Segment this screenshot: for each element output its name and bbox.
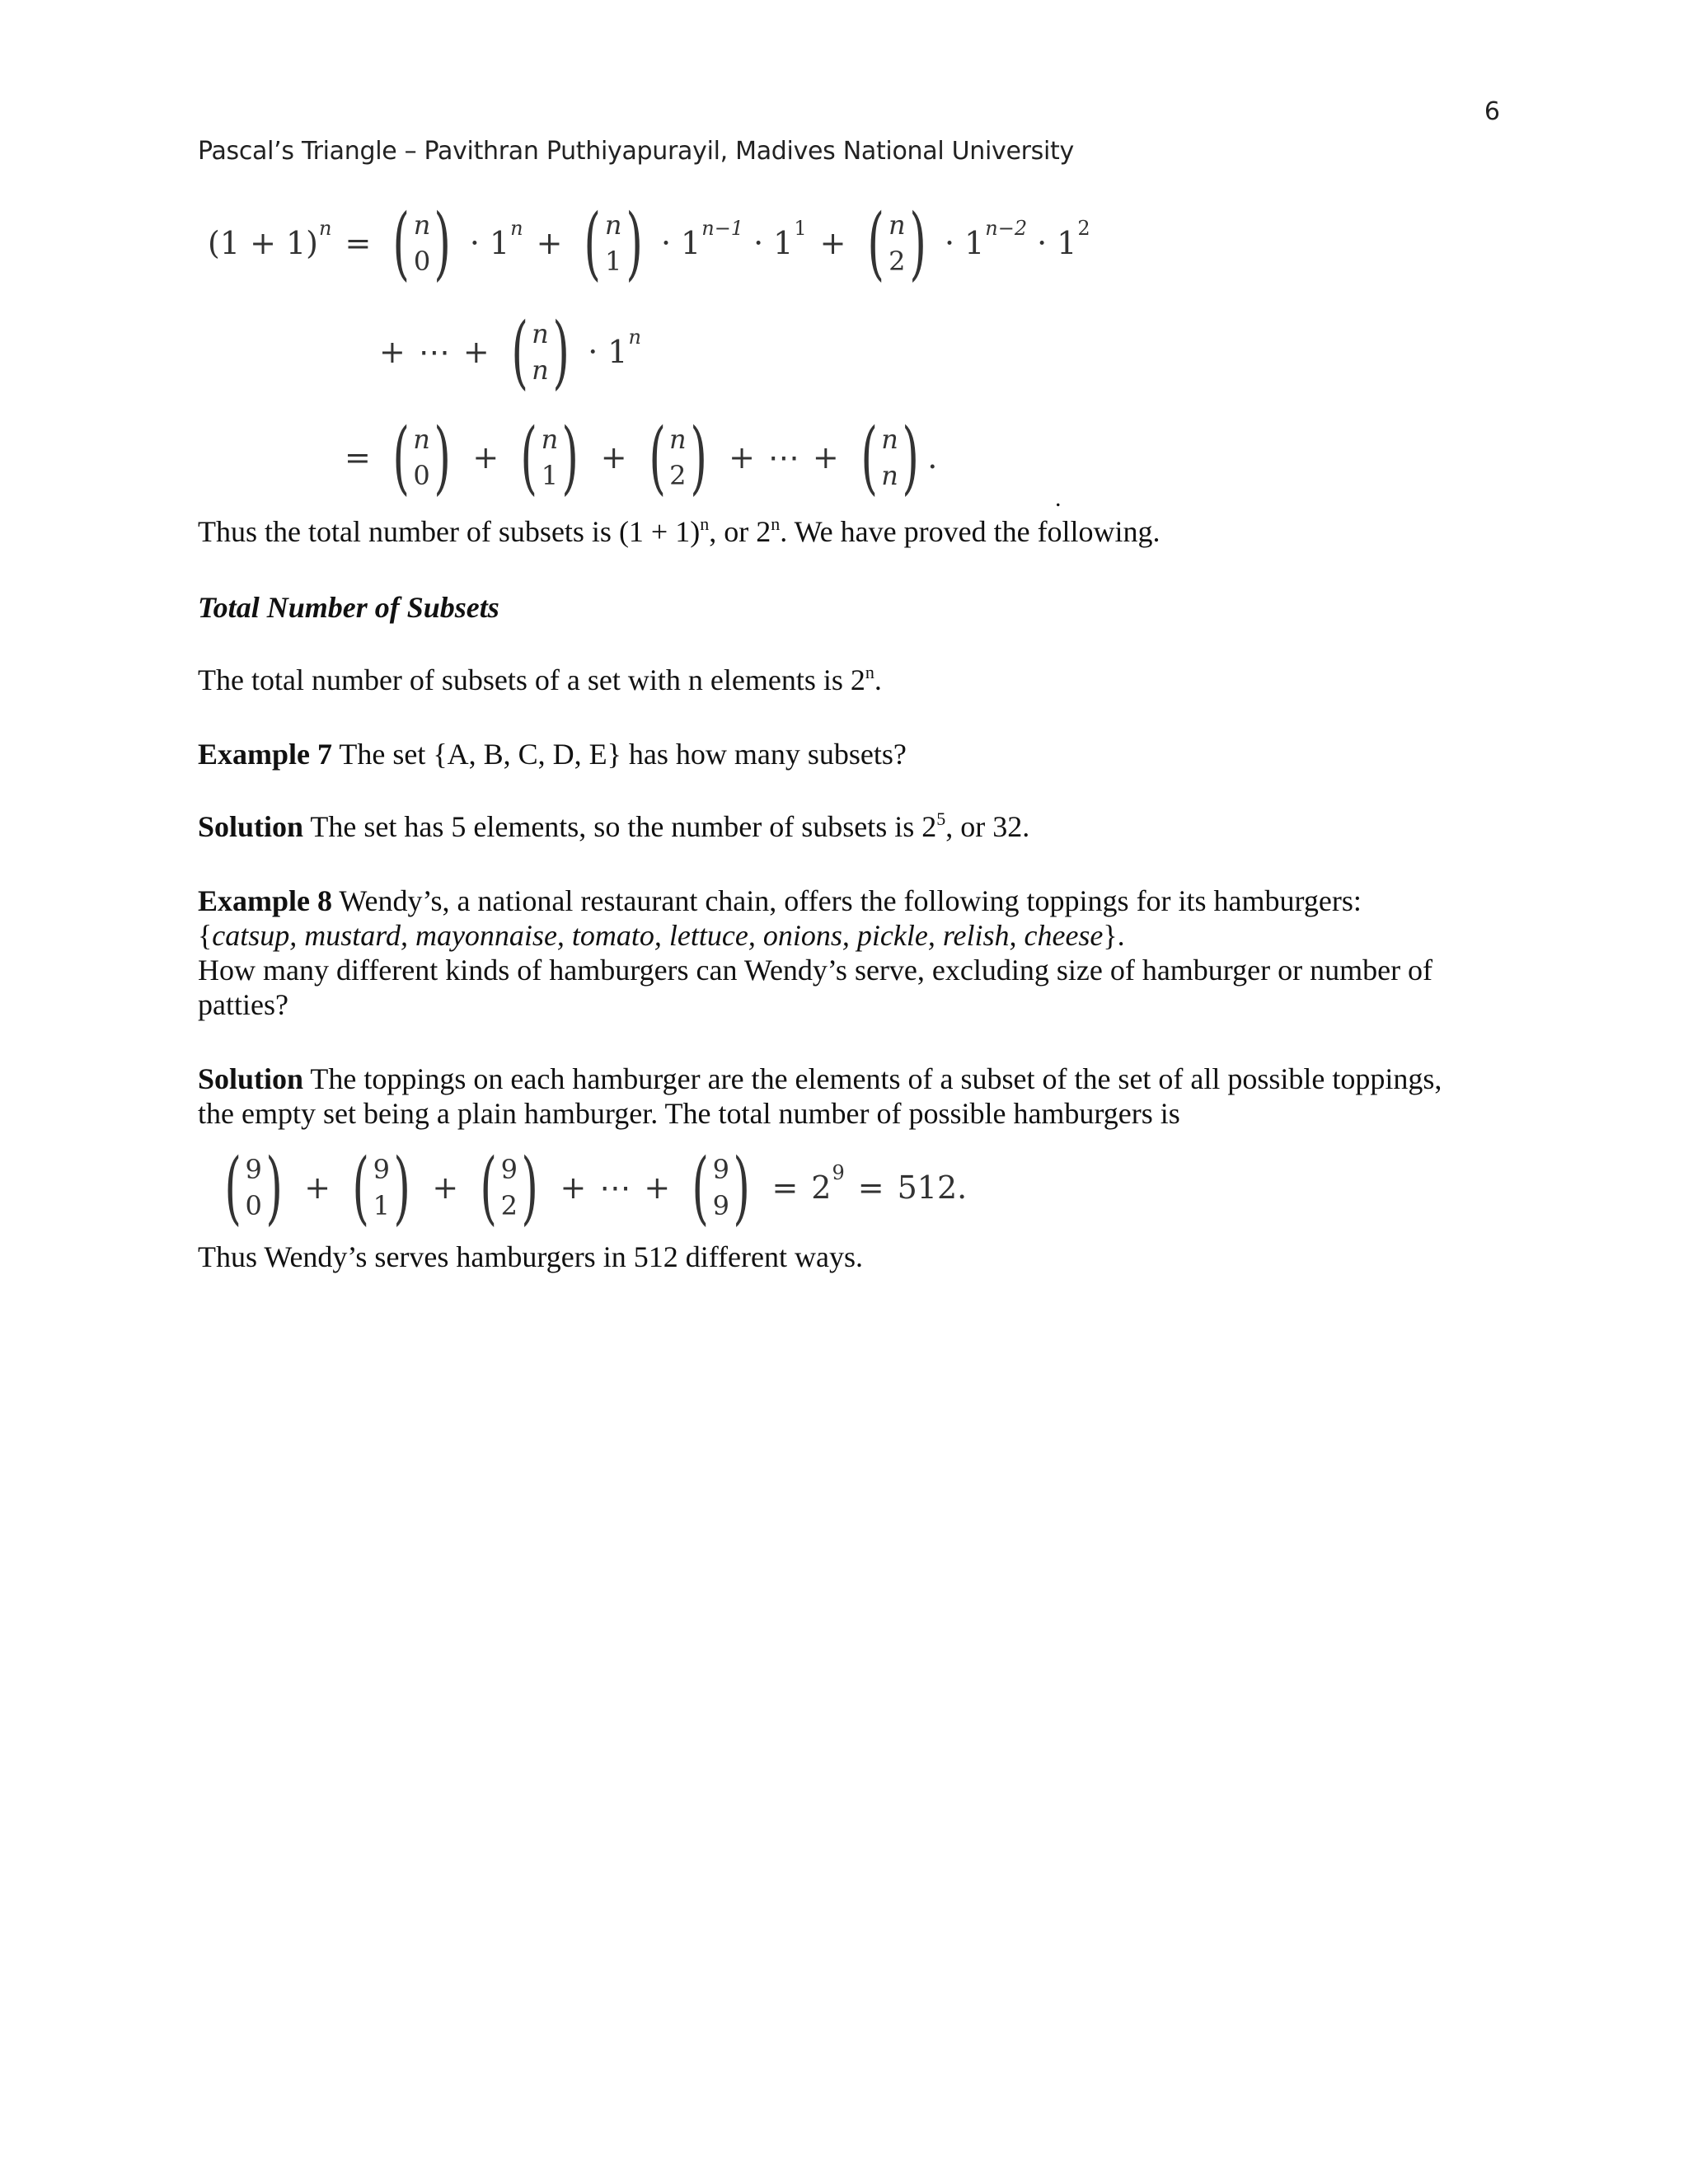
eq-plus: + — [600, 439, 627, 476]
binomial-n-1: ( n 1 ) — [520, 411, 579, 504]
binomial-n-0: ( n 0 ) — [392, 197, 452, 289]
eq2-plus: + — [560, 1169, 587, 1206]
binomial-9-0: ( 9 0 ) — [224, 1141, 283, 1234]
eq-dot: · — [469, 225, 480, 261]
eq2-equals: = — [771, 1169, 799, 1206]
binomial-n-0: ( n 0 ) — [392, 411, 451, 504]
equation-line-3 — [345, 412, 937, 503]
example-8-label: Example 8 — [198, 884, 333, 917]
eq2-equals: = — [857, 1169, 884, 1206]
example-8-line-3: How many different kinds of hamburgers can Wendy’s serve, excluding size of hamburger or number of — [198, 954, 1433, 987]
page-number: 6 — [1484, 97, 1500, 126]
binomial-9-2: ( 9 2 ) — [480, 1141, 539, 1234]
running-header: Pascal’s Triangle – Pavithran Puthiyapurayil, Madives National University — [198, 137, 1074, 166]
eq-equals: = — [345, 439, 371, 476]
eq-exponent: 2 — [1077, 217, 1090, 240]
eq-lhs: (1 + 1) — [208, 225, 319, 261]
solution-7-label: Solution — [198, 810, 304, 843]
example-7: Example 7 The set {A, B, C, D, E} has how many subsets? — [198, 738, 907, 771]
eq-exponent: n — [628, 326, 641, 349]
solution-7: Solution The set has 5 elements, so the number of subsets is $2^5$, or 32. — [198, 808, 1030, 843]
section-heading: Total Number of Subsets — [198, 591, 499, 624]
equation-line-2 — [379, 307, 641, 397]
eq-plus: + — [729, 439, 755, 476]
example-7-label: Example 7 — [198, 738, 333, 771]
eq2-base: 2 — [811, 1169, 832, 1206]
eq2-plus: + — [432, 1169, 459, 1206]
equation-line-1 — [208, 198, 1090, 288]
binomial-n-n: ( n n ) — [860, 411, 919, 504]
paragraph-total-subsets: Thus the total number of subsets is $(1 + 1)^n$, or 2$^n$. We have proved the following. — [198, 513, 1160, 548]
solution-8-label: Solution — [198, 1062, 304, 1095]
eq-exponent: n−2 — [985, 217, 1028, 240]
eq2-cdots: ⋯ — [599, 1169, 631, 1206]
eq-equals: = — [345, 225, 372, 261]
eq2-plus: + — [304, 1169, 331, 1206]
eq-one: 1 — [607, 334, 628, 370]
conclusion: Thus Wendy’s serves hamburgers in 512 different ways. — [198, 1240, 863, 1273]
eq-one: 1 — [773, 225, 794, 261]
eq-dot: · — [945, 225, 955, 261]
eq-one: 1 — [1057, 225, 1077, 261]
stray-dot: . — [1055, 485, 1062, 512]
eq-plus: + — [472, 439, 499, 476]
binomial-n-n: ( n n ) — [511, 306, 570, 398]
eq-plus: + — [462, 334, 490, 370]
eq-one: 1 — [964, 225, 985, 261]
solution-8-line-2: the empty set being a plain hamburger. The total number of possible hamburgers is — [198, 1097, 1180, 1130]
example-8-line-1: Example 8 Wendy’s, a national restaurant chain, offers the following toppings for its hamburgers: — [198, 884, 1362, 917]
eq-dot: · — [588, 334, 598, 370]
eq-one: 1 — [489, 225, 510, 261]
theorem-statement: The total number of subsets of a set with n elements is 2$^n$. — [198, 662, 882, 696]
eq-cdots: ⋯ — [418, 334, 450, 370]
eq-period: . — [927, 439, 938, 476]
solution-8-line-1: Solution The toppings on each hamburger are the elements of a subset of the set of all possible toppings, — [198, 1062, 1442, 1095]
eq-cdots: ⋯ — [767, 439, 799, 476]
toppings-list: catsup, mustard, mayonnaise, tomato, lettuce, onions, pickle, relish, cheese — [212, 919, 1104, 952]
eq-dot: · — [660, 225, 672, 261]
eq2-result: 512. — [897, 1169, 968, 1206]
eq-exponent: 1 — [794, 217, 807, 240]
eq-lhs-exponent: n — [319, 217, 332, 240]
binomial-n-2: ( n 2 ) — [867, 197, 926, 289]
eq-plus: + — [536, 225, 563, 261]
binomial-n-2: ( n 2 ) — [648, 411, 707, 504]
eq-plus: + — [812, 439, 839, 476]
eq-plus: + — [819, 225, 846, 261]
eq-plus: + — [379, 334, 406, 370]
equation-hamburgers — [216, 1142, 967, 1233]
eq-dot: · — [1037, 225, 1048, 261]
eq-dot: · — [753, 225, 764, 261]
eq-exponent: n−1 — [701, 217, 744, 240]
binomial-9-1: ( 9 1 ) — [352, 1141, 410, 1234]
eq2-plus: + — [644, 1169, 671, 1206]
example-8-line-4: patties? — [198, 988, 288, 1021]
example-8-line-2: {catsup, mustard, mayonnaise, tomato, lettuce, onions, pickle, relish, cheese}. — [198, 919, 1125, 952]
eq2-exponent: 9 — [832, 1161, 845, 1184]
eq-one: 1 — [681, 225, 701, 261]
eq-exponent: n — [510, 217, 523, 240]
binomial-9-9: ( 9 9 ) — [692, 1141, 751, 1234]
binomial-n-1: ( n 1 ) — [584, 197, 643, 289]
